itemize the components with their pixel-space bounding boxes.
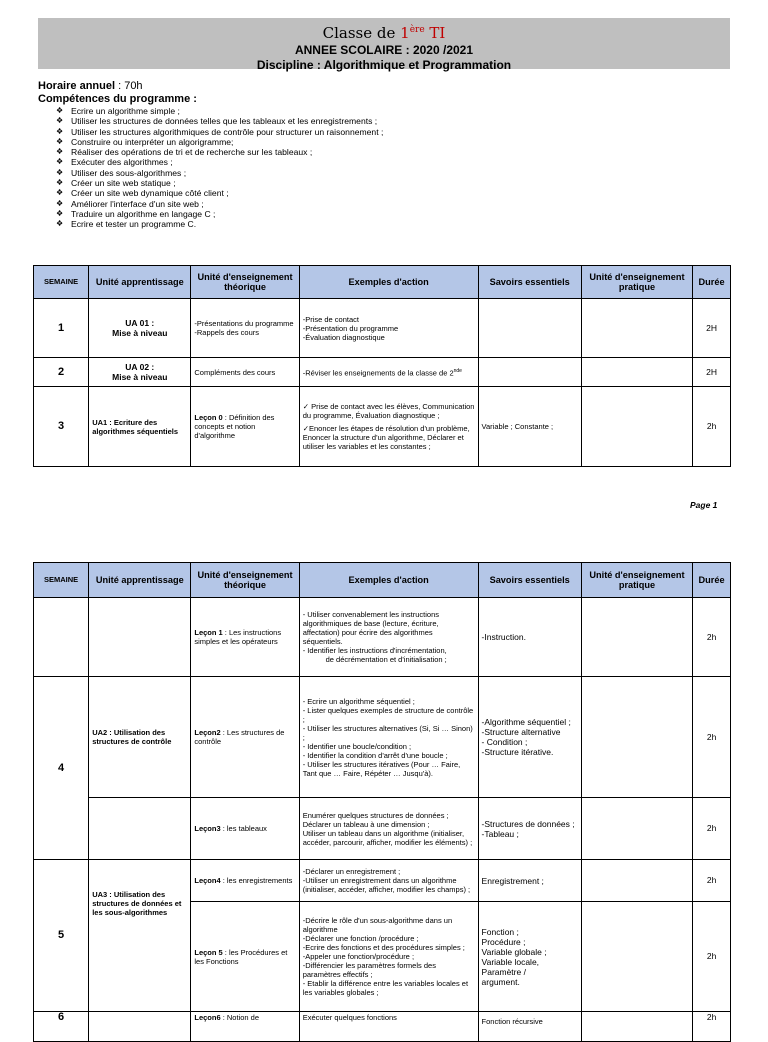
competence-item: [38, 157, 738, 167]
intro-section: [38, 80, 738, 230]
class-title: Classe de 1ère TI: [322, 24, 446, 42]
savoir-cell: Fonction récursive: [478, 1012, 581, 1042]
diamond-bullet-icon: ❖: [56, 167, 64, 177]
competence-text: Réaliser des opérations de tri et de recherche sur les tableaux ;: [71, 147, 313, 158]
annual-hours: Horaire annuel : 70h: [38, 80, 143, 92]
competence-text: Exécuter des algorithmes ;: [71, 157, 173, 168]
theory-cell: Leçon 0 : Définition des concepts et notion d'algorithme: [191, 387, 299, 467]
savoir-cell: [478, 299, 581, 358]
savoir-cell: -Algorithme séquentiel ; -Structure alternative - Condition ; -Structure itérative.: [478, 677, 581, 798]
competence-text: Utiliser les structures de données telles que les tableaux et les enregistrements ;: [71, 116, 378, 127]
competence-text: Créer un site web statique ;: [71, 178, 176, 189]
table-row: [34, 598, 731, 677]
diamond-bullet-icon: ❖: [56, 106, 64, 115]
table-row: [34, 677, 731, 798]
competence-item: [38, 116, 738, 126]
diamond-bullet-icon: ❖: [56, 178, 64, 188]
practice-cell: [581, 798, 692, 860]
header-semaine: SEMAINE: [34, 266, 89, 299]
action-cell: Enumérer quelques structures de données ; Déclarer un tableau à une dimension ; Utiliser un tableau dans un algorithme (initialiser, accéder, parcourir, afficher, modifier les éléments) ;: [299, 798, 478, 860]
competence-item: [38, 209, 738, 219]
header-unite-pratique: Unité d'enseignement pratique: [581, 266, 692, 299]
action-cell: -Déclarer un enregistrement ; -Utiliser un enregistrement dans un algorithme (initialiser, accéder, afficher, modifier les champs) ;: [299, 860, 478, 902]
header-exemples-action: Exemples d'action: [299, 563, 478, 598]
action-cell: - Utiliser convenablement les instructions algorithmiques de base (lecture, écriture, affectation) pour écrire des algorithmes séquentiels. - Identifier les instructions d'incrémentation, de décrémentation et d'initialisation ;: [299, 598, 478, 677]
competence-item: [38, 178, 738, 188]
theory-cell: Leçon3 : les tableaux: [191, 798, 299, 860]
school-year: ANNEE SCOLAIRE : 2020 /2021: [294, 43, 474, 57]
competences-list: [38, 106, 738, 230]
practice-cell: [581, 387, 692, 467]
week-cell: 5: [34, 860, 89, 1012]
week-cell: 3: [34, 387, 89, 467]
header-exemples-action: Exemples d'action: [299, 266, 478, 299]
table-header-row: [34, 563, 731, 598]
table-row: [34, 387, 731, 467]
action-cell: - Ecrire un algorithme séquentiel ; - Lister quelques exemples de structure de contrôle ; - Utiliser les structures alternatives (Si, Si … Sinon) ; - Identifier une boucle/condition ; - Identifier la condition d'arrêt d'une boucle ; - Utiliser les structures itératives (Pour … Faire, Tant que … Faire, Répéter … Jusqu'à).: [299, 677, 478, 798]
diamond-bullet-icon: ❖: [56, 136, 64, 146]
unit-cell: UA 01 : Mise à niveau: [89, 299, 191, 358]
diamond-bullet-icon: ❖: [56, 126, 64, 136]
competence-text: Ecrire et tester un programme C.: [71, 219, 197, 230]
unit-cell: [89, 798, 191, 860]
table-row: [34, 1012, 731, 1042]
plan-table-page1: [33, 265, 731, 467]
table-row: [34, 798, 731, 860]
header-duree: Durée: [693, 563, 731, 598]
week-cell: 6: [34, 1012, 89, 1042]
duration-cell: 2h: [693, 387, 731, 467]
savoir-cell: -Structures de données ; -Tableau ;: [478, 798, 581, 860]
week-cell: 2: [34, 358, 89, 387]
savoir-cell: Fonction ; Procédure ; Variable globale ; Variable locale, Paramètre / argument.: [478, 902, 581, 1012]
page-number: Page 1: [690, 500, 718, 510]
competence-text: Utiliser les structures algorithmiques de contrôle pour structurer un raisonnement ;: [71, 126, 384, 137]
duration-cell: 2h: [693, 1012, 731, 1042]
duration-cell: 2h: [693, 860, 731, 902]
action-cell: -Réviser les enseignements de la classe de 2nde: [299, 358, 478, 387]
competence-item: [38, 147, 738, 157]
diamond-bullet-icon: ❖: [56, 208, 64, 218]
savoir-cell: Enregistrement ;: [478, 860, 581, 902]
header-semaine: SEMAINE: [34, 563, 89, 598]
theory-cell: Compléments des cours: [191, 358, 299, 387]
theory-cell: -Présentations du programme -Rappels des cours: [191, 299, 299, 358]
competence-item: [38, 127, 738, 137]
savoir-cell: -Instruction.: [478, 598, 581, 677]
week-cell: [34, 598, 89, 677]
practice-cell: [581, 1012, 692, 1042]
competence-text: Améliorer l'interface d'un site web ;: [71, 198, 204, 209]
unit-cell: UA 02 : Mise à niveau: [89, 358, 191, 387]
action-cell: -Prise de contact -Présentation du programme -Évaluation diagnostique: [299, 299, 478, 358]
diamond-bullet-icon: ❖: [56, 147, 64, 157]
header-unite-theorique: Unité d'enseignement théorique: [191, 563, 299, 598]
practice-cell: [581, 902, 692, 1012]
competence-text: Construire ou interpréter un algorigramme;: [71, 136, 234, 147]
theory-cell: Leçon2 : Les structures de contrôle: [191, 677, 299, 798]
unit-cell: UA3 : Utilisation des structures de données et les sous-algorithmes: [89, 860, 191, 1012]
competence-item: [38, 188, 738, 198]
diamond-bullet-icon: ❖: [56, 188, 64, 198]
savoir-cell: [478, 358, 581, 387]
unit-cell: UA2 : Utilisation des structures de contrôle: [89, 677, 191, 798]
plan-table-page2: [33, 562, 731, 1042]
table-header-row: [34, 266, 731, 299]
unit-cell: [89, 1012, 191, 1042]
table-row: [34, 299, 731, 358]
unit-cell: [89, 598, 191, 677]
duration-cell: 2h: [693, 677, 731, 798]
competence-item: [38, 199, 738, 209]
header-savoirs: Savoirs essentiels: [478, 266, 581, 299]
theory-cell: Leçon 1 : Les instructions simples et les opérateurs: [191, 598, 299, 677]
duration-cell: 2H: [693, 358, 731, 387]
document-header: [38, 18, 730, 72]
competence-item: [38, 219, 738, 229]
practice-cell: [581, 598, 692, 677]
header-unite-pratique: Unité d'enseignement pratique: [581, 563, 692, 598]
competences-heading: Compétences du programme :: [38, 93, 197, 105]
diamond-bullet-icon: ❖: [56, 116, 64, 126]
competence-item: [38, 137, 738, 147]
unit-cell: UA1 : Ecriture des algorithmes séquentiels: [89, 387, 191, 467]
table-row: [34, 860, 731, 902]
action-cell: Exécuter quelques fonctions: [299, 1012, 478, 1042]
theory-cell: Leçon6 : Notion de: [191, 1012, 299, 1042]
practice-cell: [581, 299, 692, 358]
savoir-cell: Variable ; Constante ;: [478, 387, 581, 467]
week-cell: 4: [34, 677, 89, 860]
diamond-bullet-icon: ❖: [56, 219, 64, 229]
week-cell: 1: [34, 299, 89, 358]
header-duree: Durée: [693, 266, 731, 299]
header-savoirs: Savoirs essentiels: [478, 563, 581, 598]
competence-text: Utiliser des sous-algorithmes ;: [71, 167, 187, 178]
duration-cell: 2h: [693, 798, 731, 860]
header-unite-apprentissage: Unité apprentissage: [89, 266, 191, 299]
duration-cell: 2H: [693, 299, 731, 358]
practice-cell: [581, 860, 692, 902]
discipline: Discipline : Algorithmique et Programmation: [256, 58, 512, 72]
competence-text: Traduire un algorithme en langage C ;: [71, 208, 216, 219]
action-cell: ✓ Prise de contact avec les élèves, Communication du programme, Évaluation diagnostique ; ✓Enoncer les étapes de résolution d'un problème, Enoncer la structure d'un algorithme, Déclarer et utiliser les variables et les constantes ;: [299, 387, 478, 467]
theory-cell: Leçon4 : les enregistrements: [191, 860, 299, 902]
practice-cell: [581, 677, 692, 798]
table-row: [34, 358, 731, 387]
duration-cell: 2h: [693, 598, 731, 677]
action-cell: -Décrire le rôle d'un sous-algorithme dans un algorithme -Déclarer une fonction /procédure ; -Ecrire des fonctions et des procédures simples ; -Appeler une fonction/procédure ; -Différencier les paramètres formels des paramètres effectifs ; - Etablir la différence entre les variables locales et les variables globales ;: [299, 902, 478, 1012]
competence-text: Créer un site web dynamique côté client ;: [71, 188, 229, 199]
duration-cell: 2h: [693, 902, 731, 1012]
header-unite-theorique: Unité d'enseignement théorique: [191, 266, 299, 299]
competence-item: [38, 106, 738, 116]
competence-item: [38, 168, 738, 178]
diamond-bullet-icon: ❖: [56, 157, 64, 167]
theory-cell: Leçon 5 : les Procédures et les Fonctions: [191, 902, 299, 1012]
diamond-bullet-icon: ❖: [56, 198, 64, 208]
header-unite-apprentissage: Unité apprentissage: [89, 563, 191, 598]
competence-text: Ecrire un algorithme simple ;: [71, 106, 180, 116]
practice-cell: [581, 358, 692, 387]
